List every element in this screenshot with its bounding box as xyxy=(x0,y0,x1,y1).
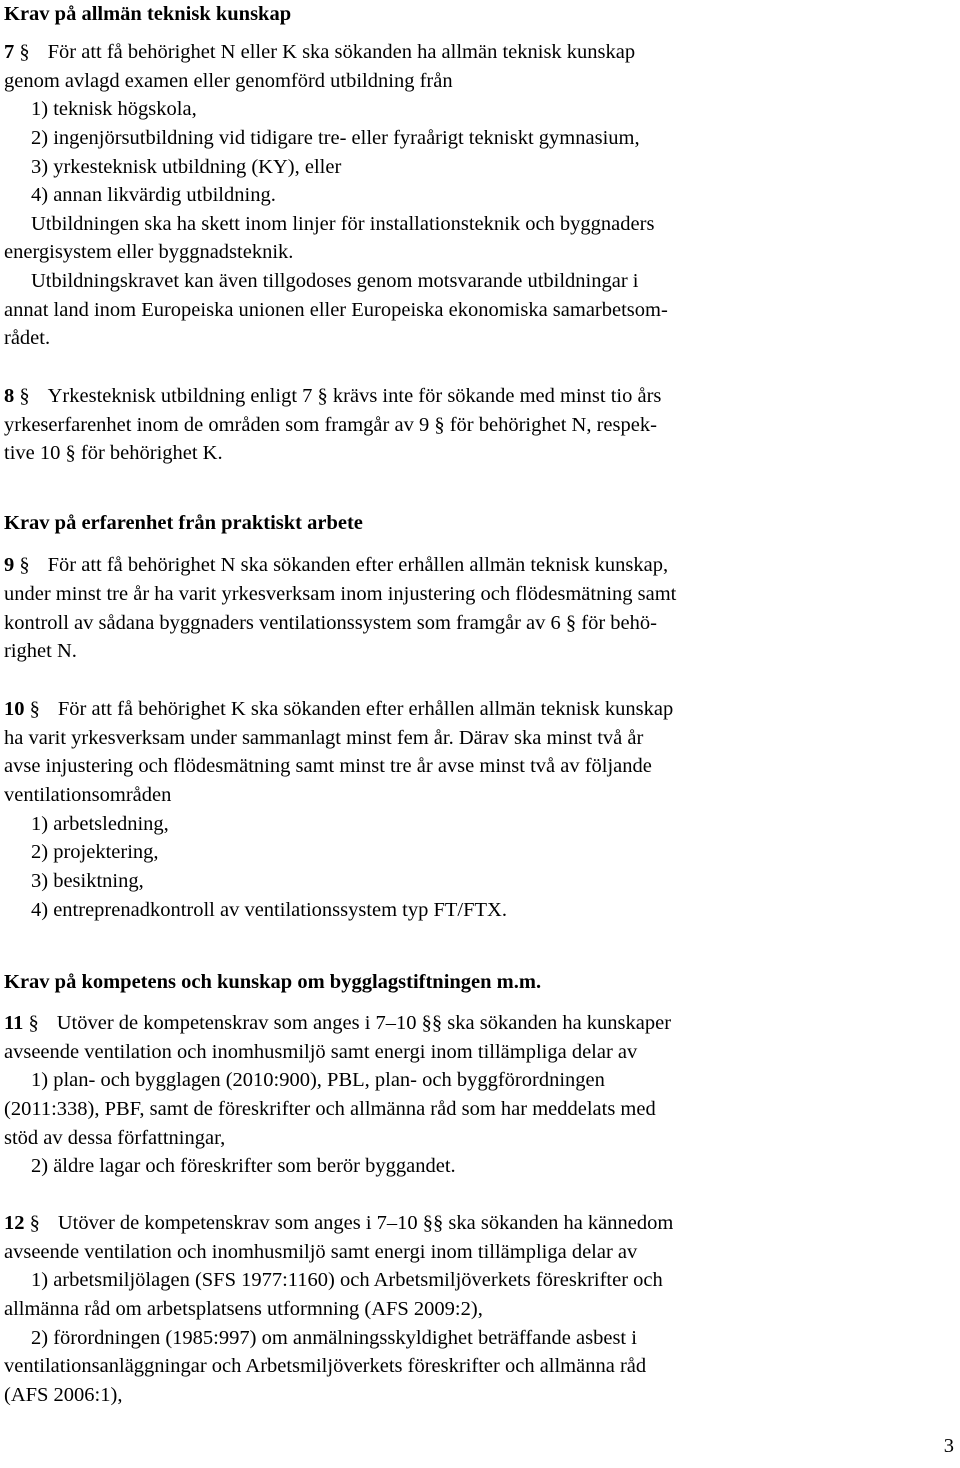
paragraph-first-line xyxy=(4,382,661,410)
list-item: 2) projektering, xyxy=(31,841,159,863)
paragraph-text: Utöver de kompetenskrav som anges i 7–10 §§ ska sökanden ha kännedom xyxy=(57,1212,674,1234)
list-item: 2) förordningen (1985:997) om anmälningsskyldighet beträffande asbest i xyxy=(31,1327,637,1349)
paragraph-line: ha varit yrkesverksam under sammanlagt minst fem år. Därav ska minst två år xyxy=(4,727,644,749)
paragraph-line: energisystem eller byggnadsteknik. xyxy=(4,241,294,263)
paragraph-first-line xyxy=(4,1209,673,1237)
paragraph-text: Yrkesteknisk utbildning enligt 7 § krävs inte för sökande med minst tio års xyxy=(47,385,662,407)
list-item: 4) entreprenadkontroll av ventilationssystem typ FT/FTX. xyxy=(31,899,507,921)
paragraph-line: tive 10 § för behörighet K. xyxy=(4,442,223,464)
list-item: 3) yrkesteknisk utbildning (KY), eller xyxy=(31,156,342,178)
paragraph-line: genom avlagd examen eller genomförd utbildning från xyxy=(4,70,453,92)
section-sign: § xyxy=(19,385,30,407)
list-item: 4) annan likvärdig utbildning. xyxy=(31,184,276,206)
paragraph-line: (AFS 2006:1), xyxy=(4,1384,123,1406)
paragraph-line: Utbildningskravet kan även tillgodoses genom motsvarande utbildningar i xyxy=(31,270,639,292)
list-item: 1) arbetsmiljölagen (SFS 1977:1160) och Arbetsmiljöverkets föreskrifter och xyxy=(31,1269,663,1291)
list-item: 1) plan- och bygglagen (2010:900), PBL, plan- och byggförordningen xyxy=(31,1069,605,1091)
paragraph-line: rådet. xyxy=(4,327,51,349)
section-sign: § xyxy=(29,698,40,720)
section-heading: Krav på erfarenhet från praktiskt arbete xyxy=(4,512,363,534)
paragraph-line: annat land inom Europeiska unionen eller Europeiska ekonomiska samarbetsom- xyxy=(4,299,668,321)
section-sign: § xyxy=(19,41,30,63)
paragraph-line: avse injustering och flödesmätning samt minst tre år avse minst två av följande xyxy=(4,755,652,777)
paragraph-first-line xyxy=(4,695,673,723)
list-item: 1) arbetsledning, xyxy=(31,813,169,835)
paragraph-line: Utbildningen ska ha skett inom linjer för installationsteknik och byggnaders xyxy=(31,213,655,235)
paragraph-line: (2011:338), PBF, samt de föreskrifter och allmänna råd som har meddelats med xyxy=(4,1098,656,1120)
list-item: 2) äldre lagar och föreskrifter som berör byggandet. xyxy=(31,1155,456,1177)
paragraph-line: ventilationsområden xyxy=(4,784,172,806)
paragraph-number: 9 xyxy=(4,554,15,576)
paragraph-line: under minst tre år ha varit yrkesverksam inom injustering och flödesmätning samt xyxy=(4,583,677,605)
paragraph-number: 12 xyxy=(4,1212,25,1234)
paragraph-text: Utöver de kompetenskrav som anges i 7–10 §§ ska sökanden ha kunskaper xyxy=(56,1012,672,1034)
paragraph-number: 11 xyxy=(4,1012,24,1034)
list-item: 3) besiktning, xyxy=(31,870,144,892)
section-sign: § xyxy=(28,1012,39,1034)
paragraph-text: För att få behörighet K ska sökanden efter erhållen allmän teknisk kunskap xyxy=(57,698,674,720)
section-sign: § xyxy=(29,1212,40,1234)
paragraph-first-line xyxy=(4,1009,671,1037)
section-heading: Krav på kompetens och kunskap om bygglagstiftningen m.m. xyxy=(4,971,542,993)
paragraph-line: allmänna råd om arbetsplatsens utformning (AFS 2009:2), xyxy=(4,1298,483,1320)
paragraph-line: stöd av dessa författningar, xyxy=(4,1127,226,1149)
paragraph-first-line xyxy=(4,551,668,579)
page-number: 3 xyxy=(943,1435,954,1457)
paragraph-line: kontroll av sådana byggnaders ventilationssystem som framgår av 6 § för behö- xyxy=(4,612,657,634)
paragraph-number: 8 xyxy=(4,385,15,407)
paragraph-number: 7 xyxy=(4,41,15,63)
paragraph-text: För att få behörighet N ska sökanden efter erhållen allmän teknisk kunskap, xyxy=(47,554,669,576)
section-sign: § xyxy=(19,554,30,576)
paragraph-line: yrkeserfarenhet inom de områden som framgår av 9 § för behörighet N, respek- xyxy=(4,414,657,436)
list-item: 2) ingenjörsutbildning vid tidigare tre- eller fyraårigt tekniskt gymnasium, xyxy=(31,127,640,149)
paragraph-text: För att få behörighet N eller K ska sökanden ha allmän teknisk kunskap xyxy=(47,41,636,63)
paragraph-first-line xyxy=(4,38,635,66)
section-heading: Krav på allmän teknisk kunskap xyxy=(4,3,292,25)
paragraph-line: ventilationsanläggningar och Arbetsmiljöverkets föreskrifter och allmänna råd xyxy=(4,1355,647,1377)
paragraph-number: 10 xyxy=(4,698,25,720)
list-item: 1) teknisk högskola, xyxy=(31,98,197,120)
paragraph-line: righet N. xyxy=(4,640,77,662)
paragraph-line: avseende ventilation och inomhusmiljö samt energi inom tillämpliga delar av xyxy=(4,1041,638,1063)
paragraph-line: avseende ventilation och inomhusmiljö samt energi inom tillämpliga delar av xyxy=(4,1241,638,1263)
